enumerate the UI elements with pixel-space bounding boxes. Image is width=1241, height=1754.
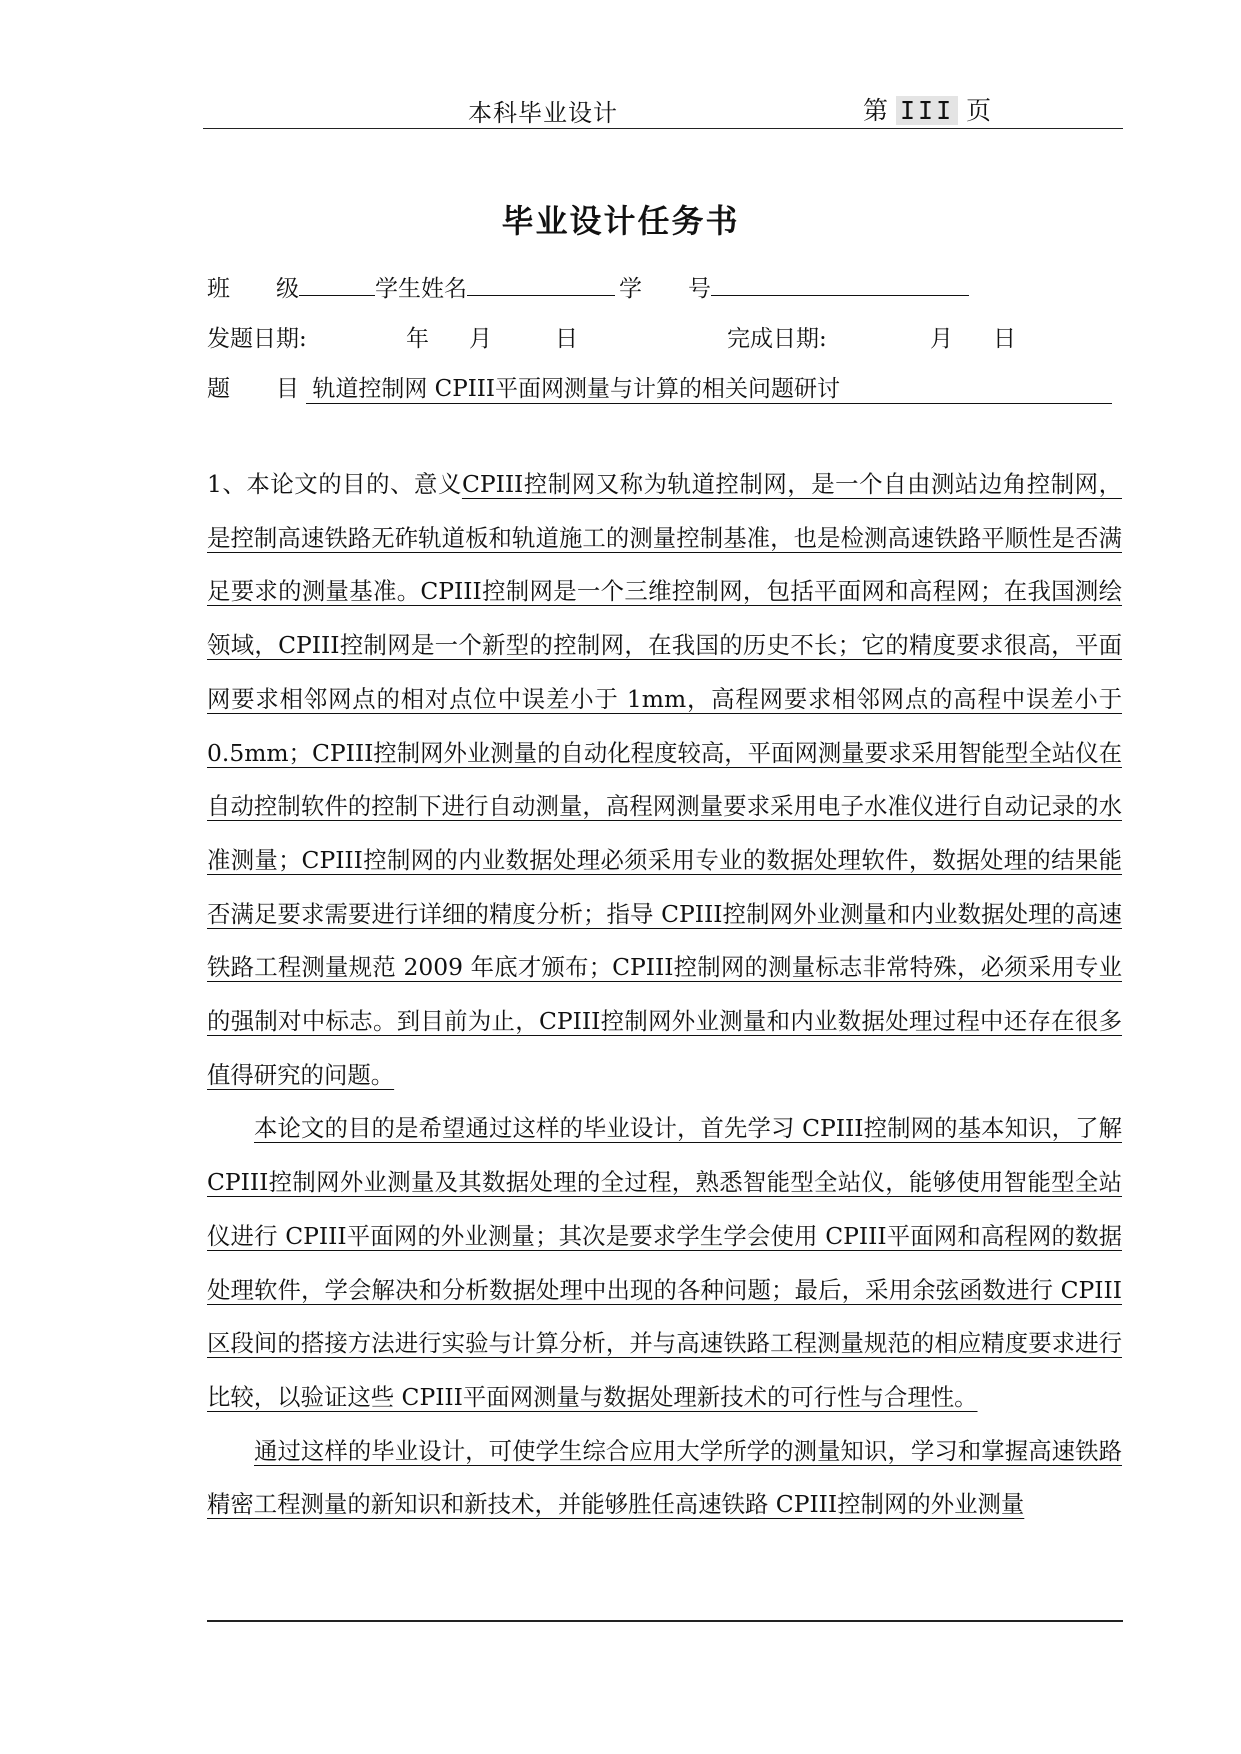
issue-year-label: 年 [406, 326, 429, 352]
document-title: 毕业设计任务书 [501, 202, 740, 240]
body-text [207, 458, 1122, 1532]
section1-label: 1、本论文的目的、意义 [207, 470, 462, 498]
student-id-label: 学 号 [619, 276, 711, 302]
issue-date-label: 发题日期: [207, 326, 307, 352]
footer-rule [207, 1620, 1123, 1622]
header-page-indicator [863, 91, 991, 127]
date-row [207, 320, 1016, 353]
header-title: 本科毕业设计 [468, 99, 618, 127]
finish-day-label: 日 [993, 326, 1016, 352]
student-info-row [207, 270, 969, 303]
class-label: 班 级 [207, 276, 299, 302]
issue-day-label: 日 [555, 326, 578, 352]
section1-paragraph [207, 458, 1122, 1102]
topic-row [207, 370, 1112, 404]
finish-month-label: 月 [930, 326, 953, 352]
page-suffix: 页 [966, 96, 992, 125]
paragraph-3-text: 通过这样的毕业设计，可使学生综合应用大学所学的测量知识，学习和掌握高速铁路精密工程测量的新知识和新技术，并能够胜任高速铁路 CPIII控制网的外业测量 [207, 1436, 1122, 1519]
paragraph-3 [207, 1425, 1122, 1532]
page-prefix: 第 [863, 96, 889, 125]
topic-label: 题 目 [207, 376, 299, 402]
student-name-field [467, 273, 615, 296]
class-field [299, 273, 375, 296]
issue-month-label: 月 [469, 326, 492, 352]
section1-text: CPIII控制网又称为轨道控制网，是一个自由测站边角控制网，是控制高速铁路无砟轨道板和轨道施工的测量控制基准，也是检测高速铁路平顺性是否满足要求的测量基准。CPIII控制网是一个三维控制网，包括平面网和高程网；在我国测绘领域，CPIII控制网是一个新型的控制网，在我国的历史不长；它的精度要求很高，平面网要求相邻网点的相对点位中误差小于 1mm，高程网要求相邻网点的高程中误差小于 0.5mm；CPIII控制网外业测量的自动化程度较高，平面网测量要求采用智能型全站仪在自动控制软件的控制下进行自动测量，高程网测量要求采用电子水准仪进行自动记录的水准测量；CPIII控制网的内业数据处理必须采用专业的数据处理软件，数据处理的结果能否满足要求需要进行详细的精度分析；指导 CPIII控制网外业测量和内业数据处理的高速铁路工程测量规范 2009 年底才颁布；CPIII控制网的测量标志非常特殊，必须采用专业的强制对中标志。到目前为止，CPIII控制网外业测量和内业数据处理过程中还存在很多值得研究的问题。 [207, 470, 1122, 1089]
paragraph-2-text: 本论文的目的是希望通过这样的毕业设计，首先学习 CPIII控制网的基本知识，了解 CPIII控制网外业测量及其数据处理的全过程，熟悉智能型全站仪，能够使用智能型全站仪进行 CPIII平面网的外业测量；其次是要求学生学会使用 CPIII平面网和高程网的数据处理软件，学会解决和分析数据处理中出现的各种问题；最后，采用余弦函数进行 CPIII区段间的搭接方法进行实验与计算分析，并与高速铁路工程测量规范的相应精度要求进行比较，以验证这些 CPIII平面网测量与数据处理新技术的可行性与合理性。 [207, 1114, 1122, 1411]
page-header [203, 88, 1123, 129]
paragraph-2 [207, 1102, 1122, 1424]
topic-value: 轨道控制网 CPIII平面网测量与计算的相关问题研讨 [306, 370, 1112, 404]
page-number: III [896, 96, 958, 125]
student-name-label: 学生姓名 [375, 276, 467, 302]
finish-date-label: 完成日期: [727, 326, 827, 352]
student-id-field [711, 273, 969, 296]
